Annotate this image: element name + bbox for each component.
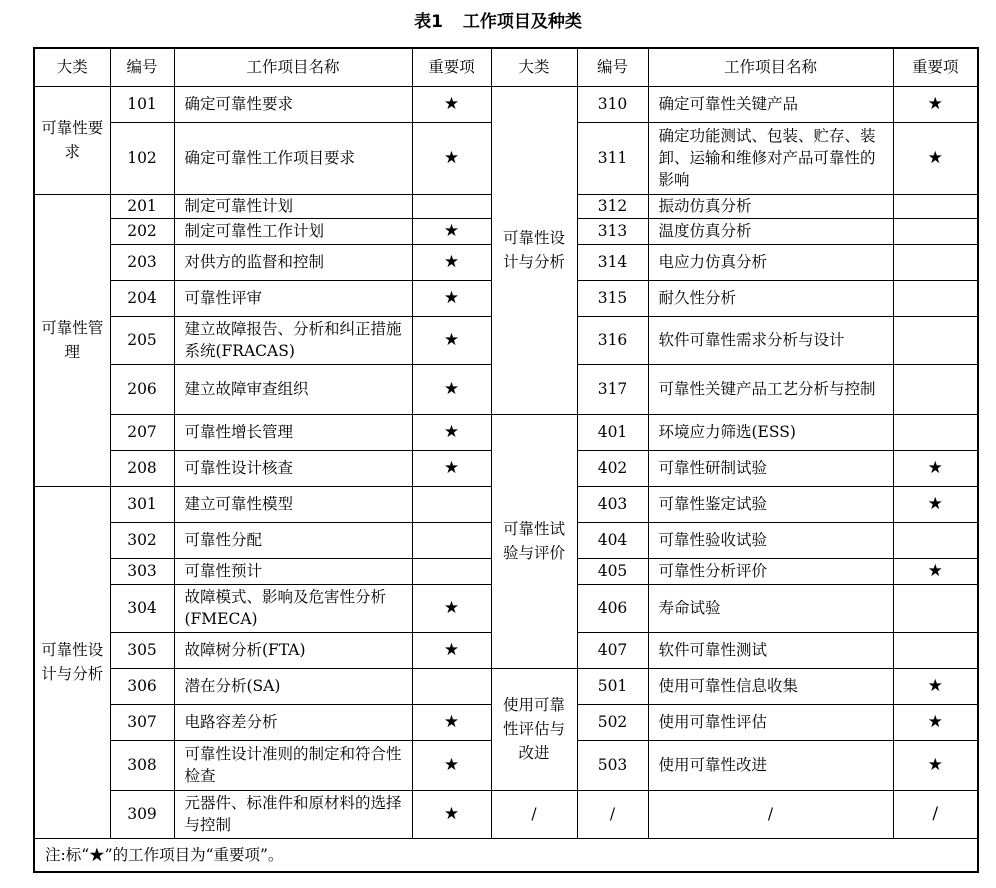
item-name: 可靠性评审 <box>174 280 412 316</box>
item-id: 502 <box>577 704 648 740</box>
item-name: 可靠性分配 <box>174 522 412 558</box>
important-mark: ★ <box>893 450 978 486</box>
item-id: 204 <box>110 280 174 316</box>
item-name: 使用可靠性改进 <box>648 740 893 790</box>
item-name: 可靠性验收试验 <box>648 522 893 558</box>
table-row <box>34 668 978 704</box>
important-mark: ★ <box>412 450 491 486</box>
important-mark: ★ <box>893 122 978 194</box>
item-id: 503 <box>577 740 648 790</box>
item-name: 软件可靠性需求分析与设计 <box>648 316 893 364</box>
header-id: 编号 <box>110 48 174 86</box>
item-name: 可靠性研制试验 <box>648 450 893 486</box>
header-name: 工作项目名称 <box>174 48 412 86</box>
item-id: 304 <box>110 584 174 632</box>
important-mark: ★ <box>412 244 491 280</box>
item-name: 耐久性分析 <box>648 280 893 316</box>
important-mark <box>893 522 978 558</box>
important-mark: ★ <box>412 316 491 364</box>
important-mark <box>893 218 978 244</box>
item-name: 确定可靠性要求 <box>174 86 412 122</box>
important-mark: ★ <box>893 86 978 122</box>
item-name: 可靠性关键产品工艺分析与控制 <box>648 364 893 414</box>
important-mark: ★ <box>412 218 491 244</box>
item-id: 202 <box>110 218 174 244</box>
item-id: 402 <box>577 450 648 486</box>
item-id: 404 <box>577 522 648 558</box>
table-row <box>34 414 978 450</box>
header-category: 大类 <box>34 48 110 86</box>
item-name: / <box>648 790 893 838</box>
item-name: 电应力仿真分析 <box>648 244 893 280</box>
category-cell: 可靠性设计与分析 <box>34 486 110 838</box>
important-mark: ★ <box>893 486 978 522</box>
item-name: 故障模式、影响及危害性分析(FMECA) <box>174 584 412 632</box>
item-id: 303 <box>110 558 174 584</box>
item-name: 对供方的监督和控制 <box>174 244 412 280</box>
important-mark <box>893 632 978 668</box>
item-name: 振动仿真分析 <box>648 194 893 218</box>
item-id: 407 <box>577 632 648 668</box>
item-id: 501 <box>577 668 648 704</box>
item-id: 305 <box>110 632 174 668</box>
item-id: 302 <box>110 522 174 558</box>
important-mark: / <box>893 790 978 838</box>
item-id: 405 <box>577 558 648 584</box>
important-mark <box>893 194 978 218</box>
header-important: 重要项 <box>412 48 491 86</box>
category-cell: 可靠性管理 <box>34 194 110 486</box>
item-name: 确定可靠性工作项目要求 <box>174 122 412 194</box>
category-cell: 可靠性试验与评价 <box>491 414 577 668</box>
important-mark: ★ <box>893 740 978 790</box>
item-id: 310 <box>577 86 648 122</box>
item-id: 205 <box>110 316 174 364</box>
item-id: 101 <box>110 86 174 122</box>
important-mark: ★ <box>412 280 491 316</box>
important-mark: ★ <box>412 584 491 632</box>
item-id: 201 <box>110 194 174 218</box>
item-id: 315 <box>577 280 648 316</box>
important-mark: ★ <box>893 668 978 704</box>
item-id: 317 <box>577 364 648 414</box>
item-id: 314 <box>577 244 648 280</box>
item-id: 312 <box>577 194 648 218</box>
header-row <box>34 48 978 86</box>
item-id: 301 <box>110 486 174 522</box>
item-name: 制定可靠性工作计划 <box>174 218 412 244</box>
important-mark <box>893 414 978 450</box>
item-name: 确定可靠性关键产品 <box>648 86 893 122</box>
item-name: 元器件、标准件和原材料的选择与控制 <box>174 790 412 838</box>
item-name: 建立故障报告、分析和纠正措施系统(FRACAS) <box>174 316 412 364</box>
item-id: 208 <box>110 450 174 486</box>
important-mark <box>412 522 491 558</box>
item-id: 207 <box>110 414 174 450</box>
item-id: 308 <box>110 740 174 790</box>
item-id: 203 <box>110 244 174 280</box>
important-mark <box>893 316 978 364</box>
item-name: 可靠性设计核查 <box>174 450 412 486</box>
item-name: 潜在分析(SA) <box>174 668 412 704</box>
item-name: 可靠性设计准则的制定和符合性检查 <box>174 740 412 790</box>
item-id: 102 <box>110 122 174 194</box>
important-mark: ★ <box>412 740 491 790</box>
item-id: 406 <box>577 584 648 632</box>
item-name: 故障树分析(FTA) <box>174 632 412 668</box>
item-name: 软件可靠性测试 <box>648 632 893 668</box>
important-mark <box>893 280 978 316</box>
item-id: 311 <box>577 122 648 194</box>
item-name: 电路容差分析 <box>174 704 412 740</box>
important-mark <box>412 194 491 218</box>
important-mark <box>412 668 491 704</box>
important-mark: ★ <box>412 632 491 668</box>
table-row <box>34 86 978 122</box>
important-mark <box>893 584 978 632</box>
work-items-table <box>33 47 979 873</box>
item-name: 可靠性增长管理 <box>174 414 412 450</box>
item-name: 温度仿真分析 <box>648 218 893 244</box>
header-important-right: 重要项 <box>893 48 978 86</box>
item-id: 306 <box>110 668 174 704</box>
item-name: 使用可靠性信息收集 <box>648 668 893 704</box>
item-id: 316 <box>577 316 648 364</box>
note-row <box>34 838 978 872</box>
important-mark: ★ <box>412 86 491 122</box>
table-number: 表1 <box>414 12 443 32</box>
table-note: 注:标“★”的工作项目为“重要项”。 <box>34 838 978 872</box>
header-name-right: 工作项目名称 <box>648 48 893 86</box>
important-mark: ★ <box>412 790 491 838</box>
item-name: 环境应力筛选(ESS) <box>648 414 893 450</box>
important-mark: ★ <box>412 364 491 414</box>
item-name: 制定可靠性计划 <box>174 194 412 218</box>
important-mark <box>412 558 491 584</box>
item-id: 403 <box>577 486 648 522</box>
table-title <box>0 10 996 34</box>
category-cell: / <box>491 790 577 838</box>
item-name: 确定功能测试、包装、贮存、装卸、运输和维修对产品可靠性的影响 <box>648 122 893 194</box>
important-mark <box>412 486 491 522</box>
category-cell: 使用可靠性评估与改进 <box>491 668 577 790</box>
important-mark: ★ <box>893 558 978 584</box>
important-mark: ★ <box>893 704 978 740</box>
item-name: 寿命试验 <box>648 584 893 632</box>
category-cell: 可靠性设计与分析 <box>491 86 577 414</box>
important-mark: ★ <box>412 122 491 194</box>
item-id: 401 <box>577 414 648 450</box>
item-name: 可靠性鉴定试验 <box>648 486 893 522</box>
important-mark: ★ <box>412 414 491 450</box>
important-mark: ★ <box>412 704 491 740</box>
header-category-right: 大类 <box>491 48 577 86</box>
category-cell: 可靠性要求 <box>34 86 110 194</box>
item-id: 313 <box>577 218 648 244</box>
item-name: 使用可靠性评估 <box>648 704 893 740</box>
item-name: 建立故障审查组织 <box>174 364 412 414</box>
item-id: 309 <box>110 790 174 838</box>
item-id: / <box>577 790 648 838</box>
item-name: 可靠性预计 <box>174 558 412 584</box>
table-row <box>34 790 978 838</box>
important-mark <box>893 364 978 414</box>
item-name: 建立可靠性模型 <box>174 486 412 522</box>
table-caption: 工作项目及种类 <box>462 12 582 32</box>
header-id-right: 编号 <box>577 48 648 86</box>
important-mark <box>893 244 978 280</box>
item-id: 307 <box>110 704 174 740</box>
item-id: 206 <box>110 364 174 414</box>
item-name: 可靠性分析评价 <box>648 558 893 584</box>
